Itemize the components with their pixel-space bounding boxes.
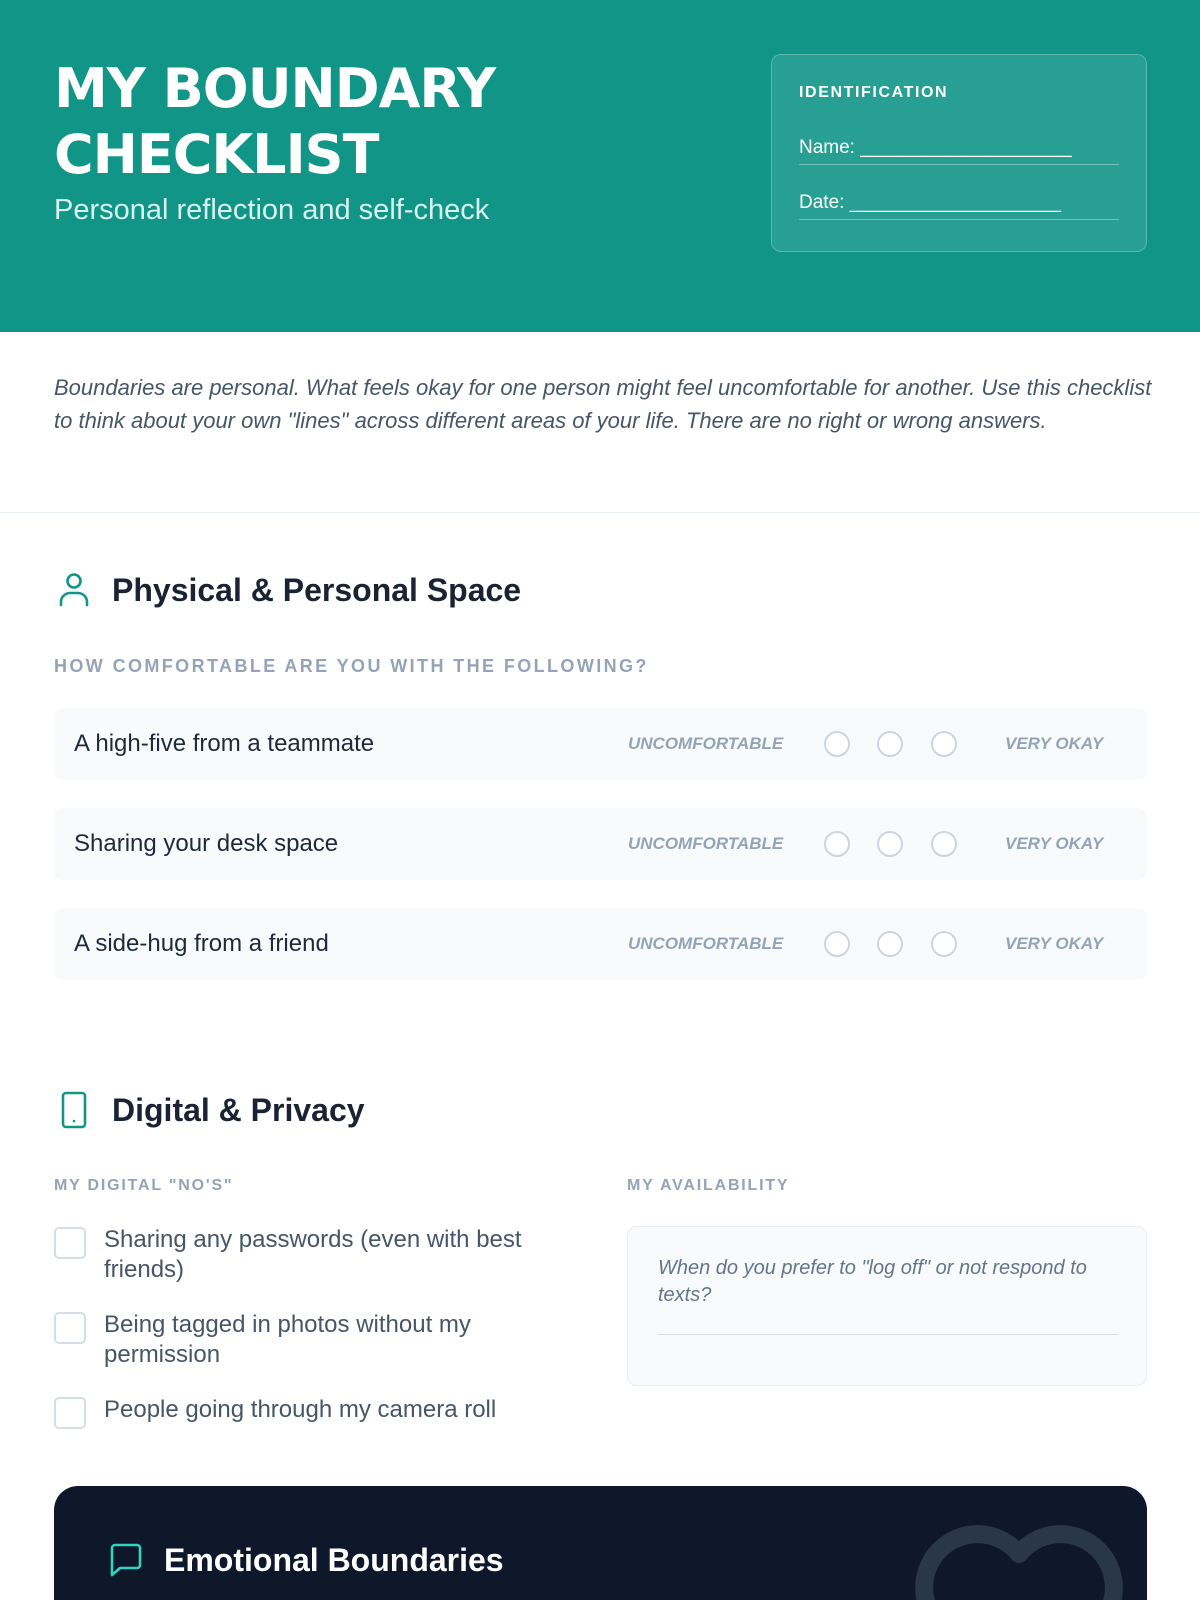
availability-prompt: When do you prefer to "log off" or not respond to texts? <box>658 1257 1087 1306</box>
section-divider <box>0 512 1200 513</box>
comfort-row <box>54 808 1147 880</box>
scale-high-label: VERY OKAY <box>1005 834 1104 853</box>
page-title: MY BOUNDARY CHECKLIST <box>54 57 496 186</box>
emotional-section-title: Emotional Boundaries <box>164 1541 504 1578</box>
rating-radio-3[interactable] <box>931 731 957 757</box>
emotional-section-header <box>106 1540 504 1580</box>
comfort-row <box>54 908 1147 980</box>
rating-radio-3[interactable] <box>931 831 957 857</box>
intro-text: Boundaries are personal. What feels okay for one person might feel uncomfortable for another. Use this checklist to think about your own "lines" across different areas of your life. There are no right or wrong answers. <box>54 375 1152 433</box>
scale-low-label: UNCOMFORTABLE <box>628 834 784 853</box>
availability-heading: MY AVAILABILITY <box>627 1177 790 1194</box>
header-banner <box>0 0 1200 332</box>
digital-no-label: Sharing any passwords (even with best friends) <box>104 1226 522 1283</box>
heart-icon <box>914 1516 1124 1600</box>
person-icon <box>54 570 94 610</box>
date-field[interactable]: Date: ____________________ <box>799 190 1119 220</box>
rating-radio-1[interactable] <box>824 931 850 957</box>
digital-no-label: People going through my camera roll <box>104 1396 497 1423</box>
identification-heading: IDENTIFICATION <box>799 84 949 101</box>
scale-high-label: VERY OKAY <box>1005 934 1104 953</box>
rating-radio-1[interactable] <box>824 831 850 857</box>
comfort-question: HOW COMFORTABLE ARE YOU WITH THE FOLLOWING? <box>54 656 649 676</box>
identification-card <box>771 54 1147 252</box>
rating-radio-2[interactable] <box>877 731 903 757</box>
rating-radio-2[interactable] <box>877 931 903 957</box>
digital-section-header <box>54 1090 365 1130</box>
digital-no-checkbox[interactable] <box>54 1227 86 1259</box>
page-subtitle: Personal reflection and self-check <box>54 194 490 226</box>
digital-section-title: Digital & Privacy <box>112 1091 365 1128</box>
comfort-row-label: A side-hug from a friend <box>74 930 329 957</box>
name-field[interactable]: Name: ____________________ <box>799 135 1119 165</box>
digital-no-item <box>54 1225 574 1285</box>
rating-radio-3[interactable] <box>931 931 957 957</box>
digital-no-label: Being tagged in photos without my permission <box>104 1311 471 1368</box>
rating-radio-2[interactable] <box>877 831 903 857</box>
digital-no-item <box>54 1310 574 1370</box>
digital-nos-heading: MY DIGITAL "NO'S" <box>54 1177 234 1194</box>
rating-radio-1[interactable] <box>824 731 850 757</box>
phone-icon <box>54 1090 94 1130</box>
scale-low-label: UNCOMFORTABLE <box>628 734 784 753</box>
physical-section-header <box>54 570 521 610</box>
comfort-row-label: Sharing your desk space <box>74 830 339 857</box>
comfort-row-label: A high-five from a teammate <box>74 730 375 757</box>
chat-bubble-icon <box>106 1540 146 1580</box>
emotional-card <box>54 1486 1147 1600</box>
digital-no-checkbox[interactable] <box>54 1397 86 1429</box>
availability-box[interactable] <box>627 1226 1147 1386</box>
comfort-row <box>54 708 1147 780</box>
physical-section-title: Physical & Personal Space <box>112 571 522 608</box>
availability-answer-line[interactable] <box>658 1334 1118 1335</box>
digital-no-checkbox[interactable] <box>54 1312 86 1344</box>
scale-high-label: VERY OKAY <box>1005 734 1104 753</box>
scale-low-label: UNCOMFORTABLE <box>628 934 784 953</box>
digital-no-item <box>54 1395 574 1429</box>
